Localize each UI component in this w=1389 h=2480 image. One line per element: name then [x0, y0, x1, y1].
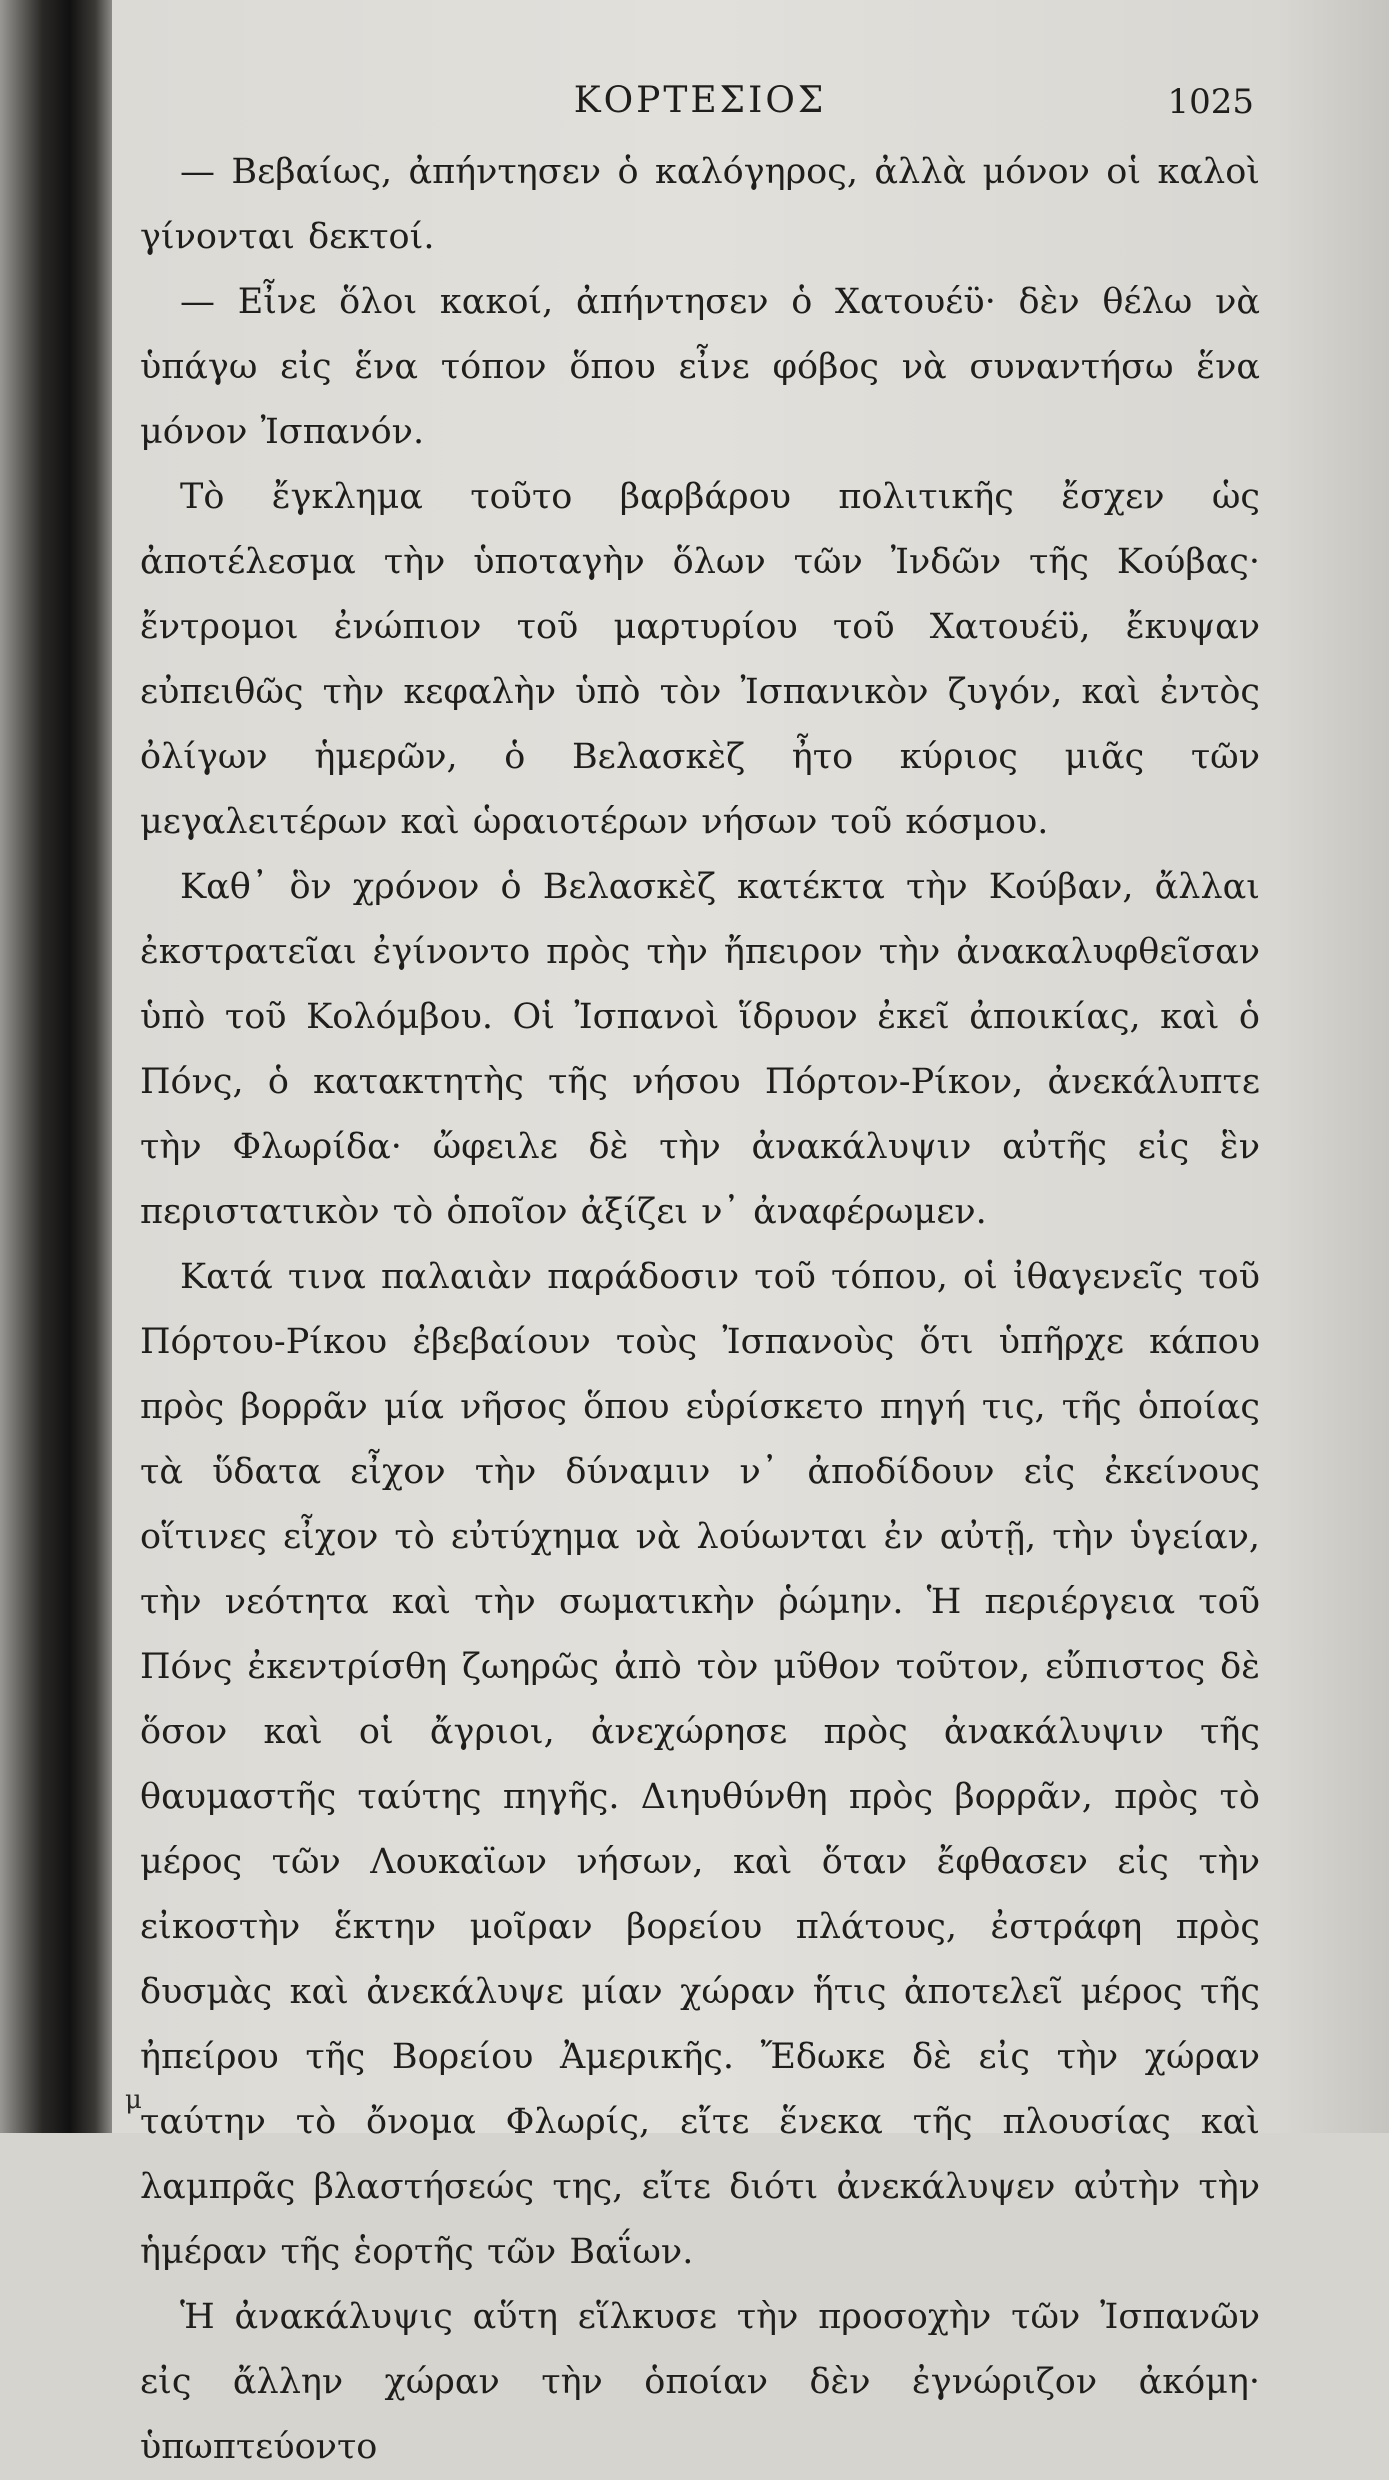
paragraph: Καθ᾽ ὃν χρόνον ὁ Βελασκὲζ κατέκτα τὴν Κούβαν, ἄλλαι ἐκστρατεῖαι ἐγίνοντο πρὸς τὴν ἤπειρον τὴν ἀνακαλυφθεῖσαν ὑπὸ τοῦ Κολόμβου. Οἱ Ἰσπανοὶ ἵδρυον ἐκεῖ ἀποικίας, καὶ ὁ Πόνς, ὁ κατακτητὴς τῆς νήσου Πόρτον-Ρίκον, ἀνεκάλυπτε τὴν Φλωρίδα· ὤφειλε δὲ τὴν ἀνακάλυψιν αὐτῆς εἰς ἓν περιστατικὸν τὸ ὁποῖον ἀξίζει ν᾽ ἀναφέρωμεν. [140, 867, 1260, 1232]
page-number: 1025 [1167, 82, 1254, 122]
book-binding-shadow [0, 0, 112, 2133]
paragraph: Τὸ ἔγκλημα τοῦτο βαρβάρου πολιτικῆς ἔσχεν ὡς ἀποτέλεσμα τὴν ὑποταγὴν ὅλων τῶν Ἰνδῶν τῆς Κούβας· ἔντρομοι ἐνώπιον τοῦ μαρτυρίου τοῦ Χατουέϋ, ἔκυψαν εὐπειθῶς τὴν κεφαλὴν ὑπὸ τὸν Ἰσπανικὸν ζυγόν, καὶ ἐντὸς ὀλίγων ἡμερῶν, ὁ Βελασκὲζ ἦτο κύριος μιᾶς τῶν μεγαλειτέρων καὶ ὡραιοτέρων νήσων τοῦ κόσμου. [140, 477, 1260, 842]
paragraph: — Βεβαίως, ἀπήντησεν ὁ καλόγηρος, ἀλλὰ μόνον οἱ καλοὶ γίνονται δεκτοί. [140, 152, 1260, 257]
margin-note: μ [125, 2085, 142, 2115]
paragraph: Ἡ ἀνακάλυψις αὕτη εἵλκυσε τὴν προσοχὴν τῶν Ἰσπανῶν εἰς ἄλλην χώραν τὴν ὁποίαν δὲν ἐγνώριζον ἀκόμη· ὑπωπτεύοντο [140, 2297, 1260, 2467]
paragraph: — Εἶνε ὅλοι κακοί, ἀπήντησεν ὁ Χατουέϋ· δὲν θέλω νὰ ὑπάγω εἰς ἕνα τόπον ὅπου εἶνε φόβος νὰ συναντήσω ἕνα μόνον Ἰσπανόν. [140, 282, 1260, 452]
book-page [140, 70, 1260, 2480]
running-head [140, 70, 1260, 140]
paragraph: Κατά τινα παλαιὰν παράδοσιν τοῦ τόπου, οἱ ἰθαγενεῖς τοῦ Πόρτου-Ρίκου ἐβεβαίουν τοὺς Ἰσπανοὺς ὅτι ὑπῆρχε κάπου πρὸς βορρᾶν μία νῆσος ὅπου εὑρίσκετο πηγή τις, τῆς ὁποίας τὰ ὕδατα εἶχον τὴν δύναμιν ν᾽ ἀποδίδουν εἰς ἐκείνους οἵτινες εἶχον τὸ εὐτύχημα νὰ λούωνται ἐν αὐτῇ, τὴν ὑγείαν, τὴν νεότητα καὶ τὴν σωματικὴν ῥώμην. Ἡ περιέργεια τοῦ Πόνς ἐκεντρίσθη ζωηρῶς ἀπὸ τὸν μῦθον τοῦτον, εὔπιστος δὲ ὅσον καὶ οἱ ἄγριοι, ἀνεχώρησε πρὸς ἀνακάλυψιν τῆς θαυμαστῆς ταύτης πηγῆς. Διηυθύνθη πρὸς βορρᾶν, πρὸς τὸ μέρος τῶν Λουκαϊων νήσων, καὶ ὅταν ἔφθασεν εἰς τὴν εἰκοστὴν ἕκτην μοῖραν βορείου πλάτους, ἐστράφη πρὸς δυσμὰς καὶ ἀνεκάλυψε μίαν χώραν ἥτις ἀποτελεῖ μέρος τῆς ἠπείρου τῆς Βορείου Ἀμερικῆς. Ἔδωκε δὲ εἰς τὴν χώραν ταύτην τὸ ὄνομα Φλωρίς, εἴτε ἕνεκα τῆς πλουσίας καὶ λαμπρᾶς βλαστήσεώς της, εἴτε διότι ἀνεκάλυψεν αὐτὴν τὴν ἡμέραν τῆς ἑορτῆς τῶν Βαΐων. [140, 1257, 1260, 2272]
body-text [140, 140, 1260, 2480]
chapter-title: ΚΟΡΤΕΣΙΟΣ [573, 80, 827, 121]
